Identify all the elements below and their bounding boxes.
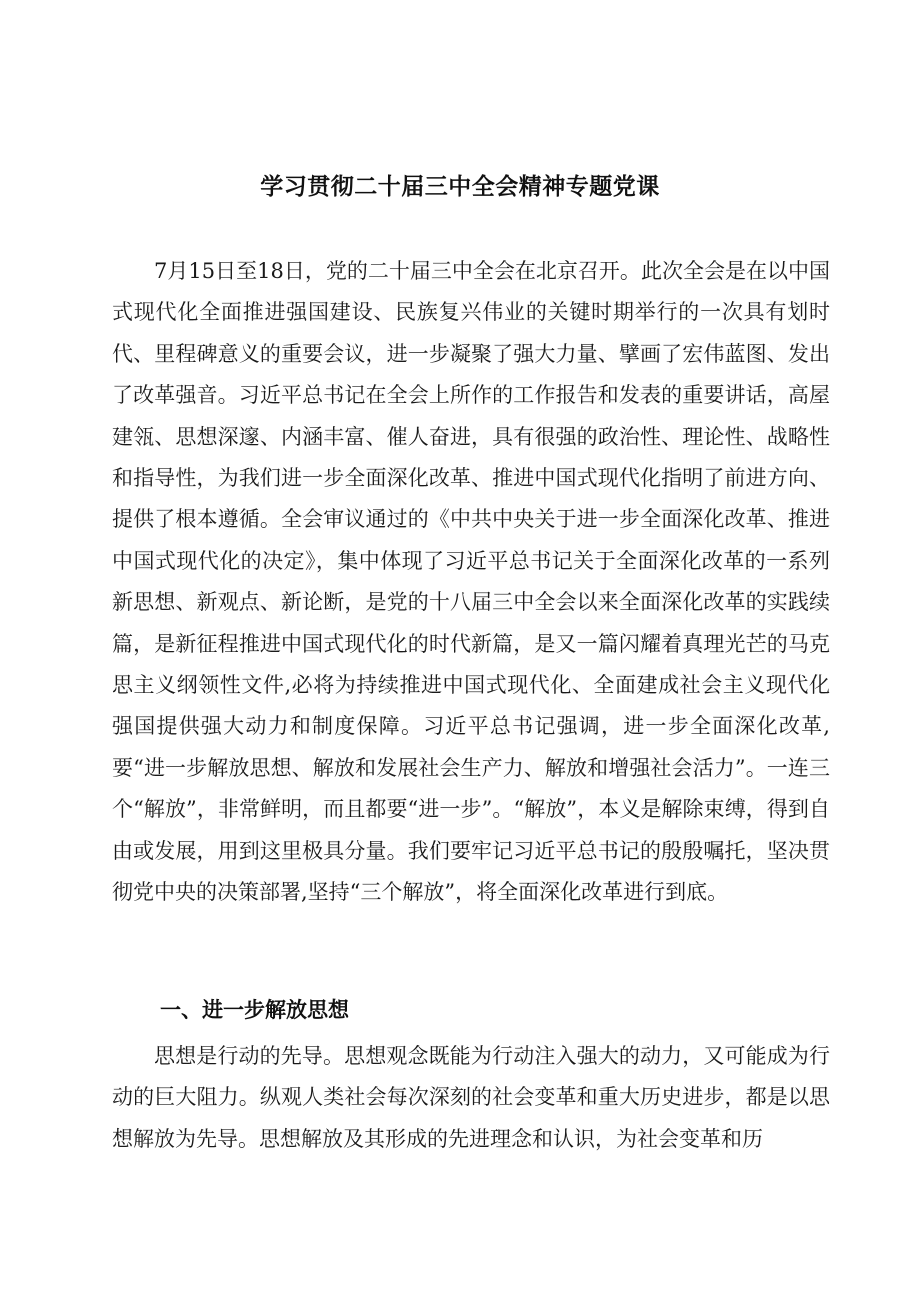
section-heading: 一、进一步解放思想	[160, 998, 349, 1022]
document-title: 学习贯彻二十届三中全会精神专题党课	[260, 174, 660, 200]
intro-paragraph: 7月15日至18日，党的二十届三中全会在北京召开。此次全会是在以中国式现代化全面推进强国建设、民族复兴伟业的关键时期举行的一次具有划时代、里程碑意义的重要会议，进一步凝聚了强大力量、擘画了宏伟蓝图、发出了改革强音。习近平总书记在全会上所作的工作报告和发表的重要讲话，高屋建瓴、思想深邃、内涵丰富、催人奋进，具有很强的政治性、理论性、战略性和指导性，为我们进一步全面深化改革、推进中国式现代化指明了前进方向、提供了根本遵循。全会审议通过的《中共中央关于进一步全面深化改革、推进中国式现代化的决定》，集中体现了习近平总书记关于全面深化改革的一系列新思想、新观点、新论断，是党的十八届三中全会以来全面深化改革的实践续篇，是新征程推进中国式现代化的时代新篇，是又一篇闪耀着真理光芒的马克思主义纲领性文件,必将为持续推进中国式现代化、全面建成社会主义现代化强国提供强大动力和制度保障。习近平总书记强调，进一步全面深化改革,要“进一步解放思想、解放和发展社会生产力、解放和增强社会活力”。一连三个“解放”，非常鲜明，而且都要“进一步”。“解放”，本义是解除束缚，得到自由或发展，用到这里极具分量。我们要牢记习近平总书记的殷殷嘱托，坚决贯彻党中央的决策部署,坚持“三个解放”，将全面深化改革进行到底。	[112, 259, 830, 905]
section-paragraph: 思想是行动的先导。思想观念既能为行动注入强大的动力，又可能成为行动的巨大阻力。纵观人类社会每次深刻的社会变革和重大历史进步，都是以思想解放为先导。思想解放及其形成的先进理念和认识，为社会变革和历	[112, 1044, 830, 1151]
